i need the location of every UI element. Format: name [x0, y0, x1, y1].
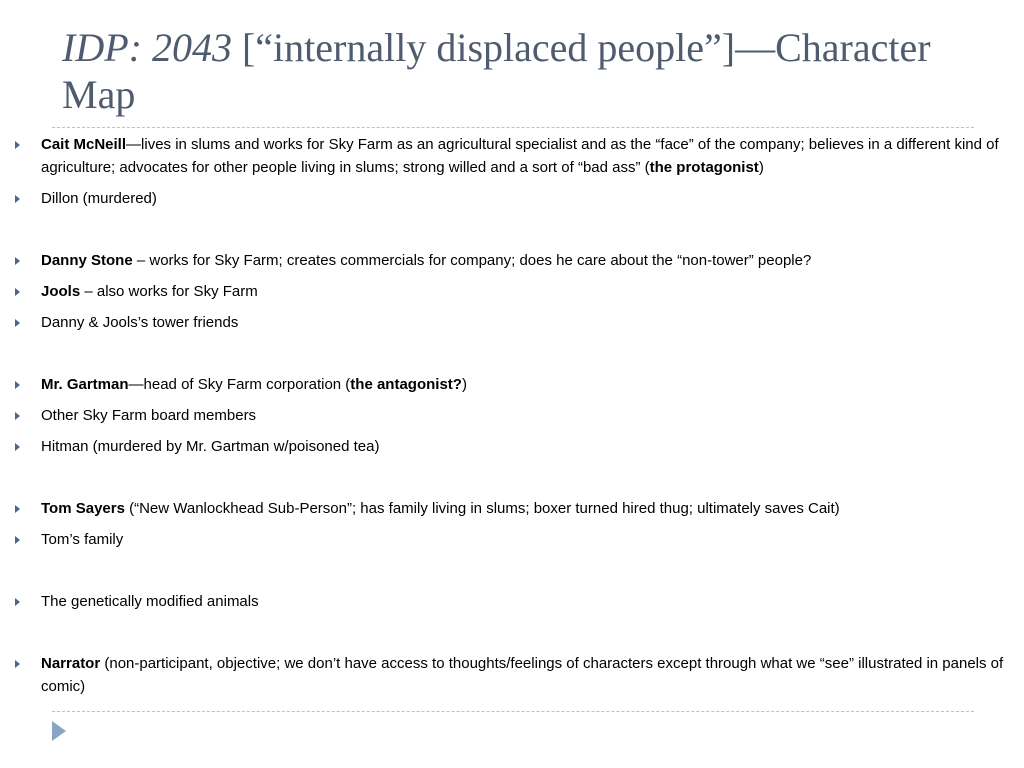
description-tail: ) — [461, 376, 467, 393]
character-description: —head of Sky Farm corporation ( — [128, 376, 351, 393]
play-arrow-icon[interactable] — [52, 721, 66, 741]
character-description: – also works for Sky Farm — [80, 283, 258, 300]
triangle-bullet-icon — [15, 141, 20, 149]
list-item-tower-friends — [14, 311, 1009, 334]
title-rest: [“internally displaced people”]—Character Map — [62, 25, 931, 117]
character-description: —lives in slums and works for Sky Farm as an agricultural specialist and as the “face” of the company; believes in a different kind of agriculture; advocates for other people living in slums; strong willed and a sort of “bad ass” ( — [41, 136, 999, 176]
list-item-jools — [14, 280, 1009, 303]
top-divider — [52, 127, 974, 128]
character-name: Mr. Gartman — [41, 376, 129, 393]
character-description: Tom’s family — [41, 531, 124, 548]
triangle-bullet-icon — [15, 660, 20, 668]
character-description: Dillon (murdered) — [41, 190, 157, 207]
triangle-bullet-icon — [15, 412, 20, 420]
character-description: Danny & Jools’s tower friends — [41, 314, 239, 331]
list-item-dillon — [14, 187, 1009, 210]
triangle-bullet-icon — [15, 505, 20, 513]
character-description: The genetically modified animals — [41, 593, 259, 610]
slide-title — [62, 24, 992, 118]
list-item-gartman — [14, 373, 1009, 396]
list-item-tom-family — [14, 528, 1009, 551]
triangle-bullet-icon — [15, 288, 20, 296]
triangle-bullet-icon — [15, 381, 20, 389]
list-item-animals — [14, 590, 1009, 613]
triangle-bullet-icon — [15, 257, 20, 265]
character-description: (“New Wanlockhead Sub-Person”; has family living in slums; boxer turned hired thug; ultimately saves Cait) — [124, 500, 840, 517]
character-description: Other Sky Farm board members — [41, 407, 257, 424]
character-name: Narrator — [41, 655, 101, 672]
title-italic-part: IDP: 2043 — [62, 25, 232, 70]
description-tail: ) — [758, 159, 764, 176]
list-item-danny — [14, 249, 1009, 272]
character-name: Jools — [41, 283, 81, 300]
list-item-hitman — [14, 435, 1009, 458]
triangle-bullet-icon — [15, 319, 20, 327]
list-item-cait — [14, 133, 1009, 179]
bottom-divider — [52, 711, 974, 712]
role-label: the protagonist — [649, 159, 759, 176]
character-description: – works for Sky Farm; creates commercials for company; does he care about the “non-tower” people? — [132, 252, 812, 269]
character-name: Cait McNeill — [41, 136, 127, 153]
character-name: Danny Stone — [41, 252, 133, 269]
triangle-bullet-icon — [15, 443, 20, 451]
triangle-bullet-icon — [15, 598, 20, 606]
character-description: Hitman (murdered by Mr. Gartman w/poisoned tea) — [41, 438, 380, 455]
character-description: (non-participant, objective; we don’t have access to thoughts/feelings of characters except through what we “see” illustrated in panels of comic) — [41, 655, 1004, 695]
list-item-narrator — [14, 652, 1009, 698]
list-item-board-members — [14, 404, 1009, 427]
role-label: the antagonist? — [350, 376, 462, 393]
triangle-bullet-icon — [15, 536, 20, 544]
character-name: Tom Sayers — [41, 500, 125, 517]
character-list — [14, 133, 1009, 706]
list-item-tom — [14, 497, 1009, 520]
triangle-bullet-icon — [15, 195, 20, 203]
